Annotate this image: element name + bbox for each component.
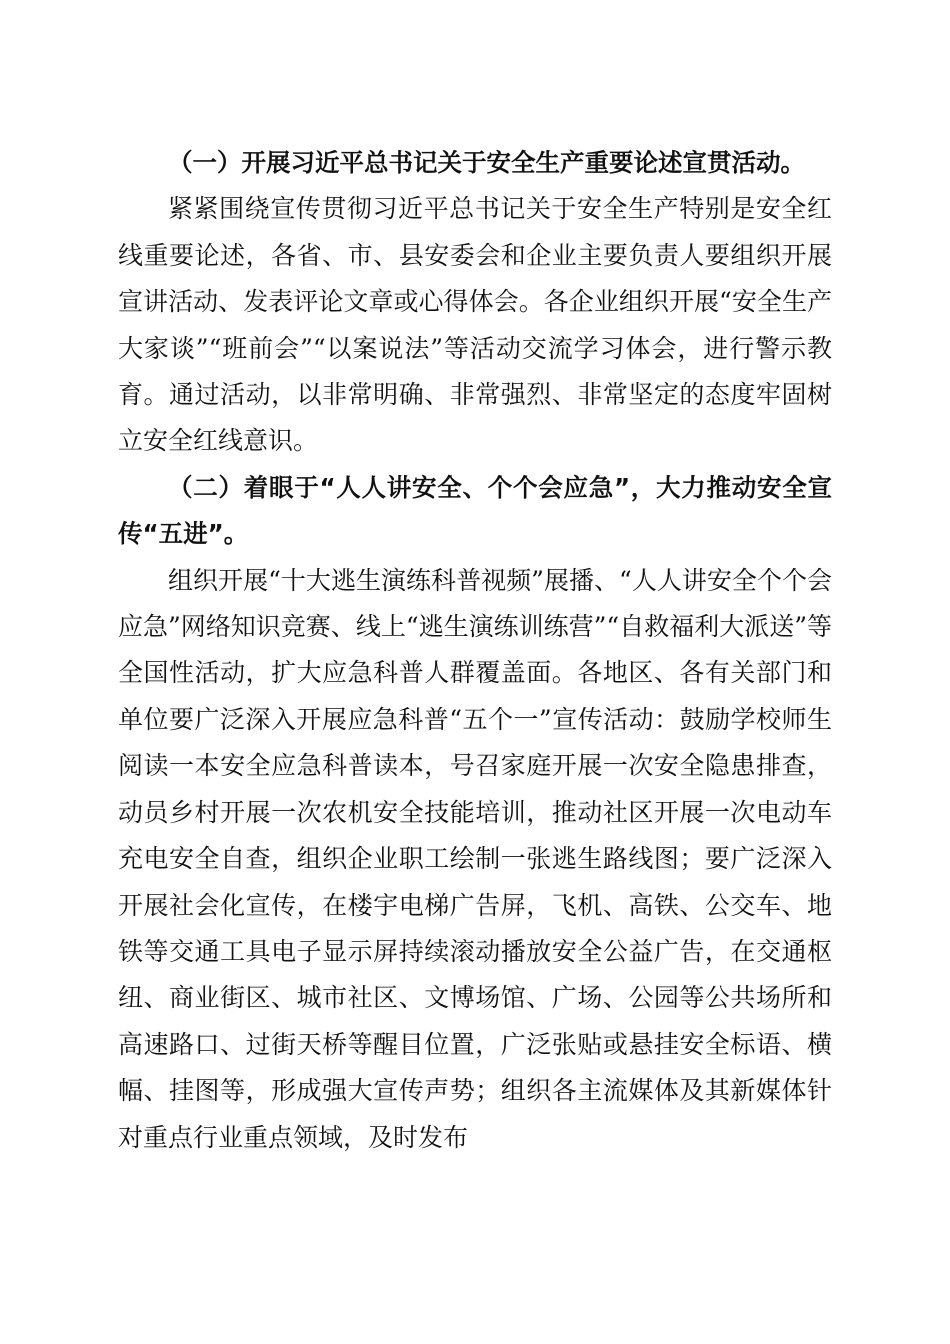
body-paragraph-2: 组织开展“十大逃生演练科普视频”展播、“人人讲安全个个会应急”网络知识竞赛、线上“逃生演练训练营”“自救福利大派送”等全国性活动，扩大应急科普人群覆盖面。各地区、各有关部门和单位要广泛深入开展应急科普“五个一”宣传活动：鼓励学校师生阅读一本安全应急科普读本，号召家庭开展一次安全隐患排查，动员乡村开展一次农机安全技能培训，推动社区开展一次电动车充电安全自查，组织企业职工绘制一张逃生路线图；要广泛深入开展社会化宣传，在楼宇电梯广告屏，飞机、高铁、公交车、地铁等交通工具电子显示屏持续滚动播放安全公益广告，在交通枢纽、商业街区、城市社区、文博场馆、广场、公园等公共场所和高速路口、过街天桥等醒目位置，广泛张贴或悬挂安全标语、横幅、挂图等，形成强大宣传声势；组织各主流媒体及其新媒体针对重点行业重点领域，及时发布 <box>118 565 832 1152</box>
document-page <box>118 140 832 1161</box>
section-heading-2: （二）着眼于“人人讲安全、个个会应急”，大力推动安全宣传“五进”。 <box>118 472 832 549</box>
body-paragraph-1: 紧紧围绕宣传贯彻习近平总书记关于安全生产特别是安全红线重要论述，各省、市、县安委会和企业主要负责人要组织开展宣讲活动、发表评论文章或心得体会。各企业组织开展“安全生产大家谈”“班前会”“以案说法”等活动交流学习体会，进行警示教育。通过活动，以非常明确、非常强烈、非常坚定的态度牢固树立安全红线意识。 <box>118 194 832 456</box>
section-heading-1: （一）开展习近平总书记关于安全生产重要论述宣贯活动。 <box>168 148 805 177</box>
